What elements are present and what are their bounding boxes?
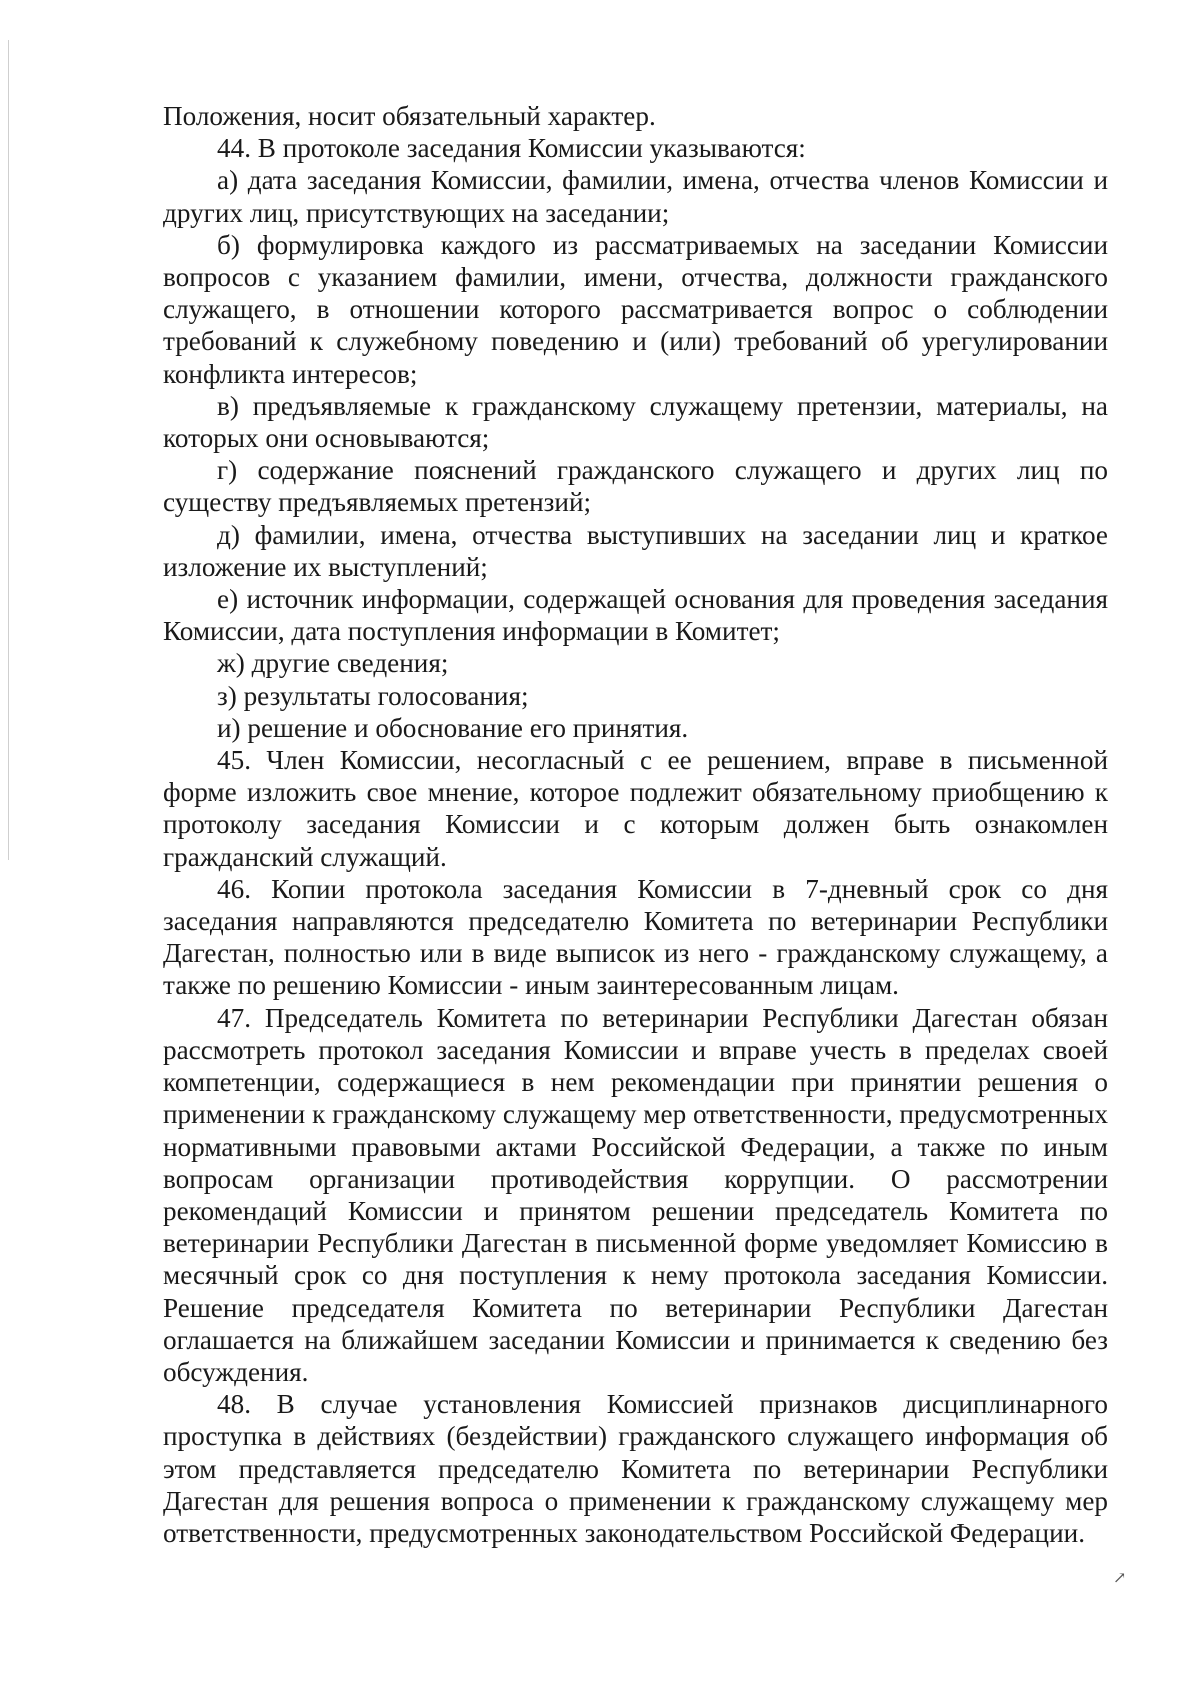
paragraph-45: 45. Член Комиссии, несогласный с ее решением, вправе в письменной форме изложить свое мнение, которое подлежит обязательному приобщению к протоколу заседания Комиссии и с которым должен быть ознакомлен гражданский служащий. <box>163 745 1108 872</box>
paragraph-46: 46. Копии протокола заседания Комиссии в 7-дневный срок со дня заседания направляются председателю Комитета по ветеринарии Республики Дагестан, полностью или в виде выписок из него - гражданскому служащему, а также по решению Комиссии - иным заинтересованным лицам. <box>163 873 1108 1001</box>
paragraph-44: 44. В протоколе заседания Комиссии указываются: <box>217 133 806 164</box>
paragraph-44-v: в) предъявляемые к гражданскому служащему претензии, материалы, на которых они основываются; <box>163 390 1108 454</box>
paragraph-48: 48. В случае установления Комиссией признаков дисциплинарного проступка в действиях (бездействии) гражданского служащего информация об этом представляется председателю Комитета по ветеринарии Республики Дагестан для решения вопроса о применении к гражданскому служащему мер ответственности, предусмотренных законодательством Российской Федерации. <box>163 1389 1108 1548</box>
paragraph-44-zh: ж) другие сведения; <box>217 648 449 679</box>
paragraph-44-e: е) источник информации, содержащей основания для проведения заседания Комиссии, дата поступления информации в Комитет; <box>163 584 1108 647</box>
paragraph-47: 47. Председатель Комитета по ветеринарии Республики Дагестан обязан рассмотреть протокол заседания Комиссии и вправе учесть в пределах своей компетенции, содержащиеся в нем рекомендации при принятии решения о применении к гражданскому служащему мер ответственности, предусмотренных нормативными правовыми актами Российской Федерации, а также по иным вопросам организации противодействия коррупции. О рассмотрении рекомендаций Комиссии и принятом решении председатель Комитета по ветеринарии Республики Дагестан в письменной форме уведомляет Комиссию в месячный срок со дня поступления к нему протокола заседания Комиссии. Решение председателя Комитета по ветеринарии Республики Дагестан оглашается на ближайшем заседании Комиссии и принимается к сведению без обсуждения. <box>163 1002 1108 1387</box>
paragraph-44-g: г) содержание пояснений гражданского служащего и других лиц по существу предъявляемых претензий; <box>163 455 1108 518</box>
document-body <box>163 100 1108 1549</box>
scan-mark-icon: ↗ <box>1113 1570 1127 1587</box>
scan-edge-line <box>8 40 9 860</box>
paragraph-44-b: б) формулировка каждого из рассматриваемых на заседании Комиссии вопросов с указанием фамилии, имени, отчества, должности гражданского служащего, в отношении которого рассматривается вопрос о соблюдении требований к служебному поведению и (или) требований об урегулировании конфликта интересов; <box>163 229 1108 389</box>
paragraph-44-i: и) решение и обоснование его принятия. <box>217 712 689 743</box>
paragraph-44-a: а) дата заседания Комиссии, фамилии, имена, отчества членов Комиссии и других лиц, присутствующих на заседании; <box>163 165 1108 228</box>
paragraph-44-z: з) результаты голосования; <box>217 680 529 711</box>
paragraph-44-d: д) фамилии, имена, отчества выступивших на заседании лиц и краткое изложение их выступлений; <box>163 519 1108 582</box>
paragraph-continuation: Положения, носит обязательный характер. <box>163 101 656 131</box>
